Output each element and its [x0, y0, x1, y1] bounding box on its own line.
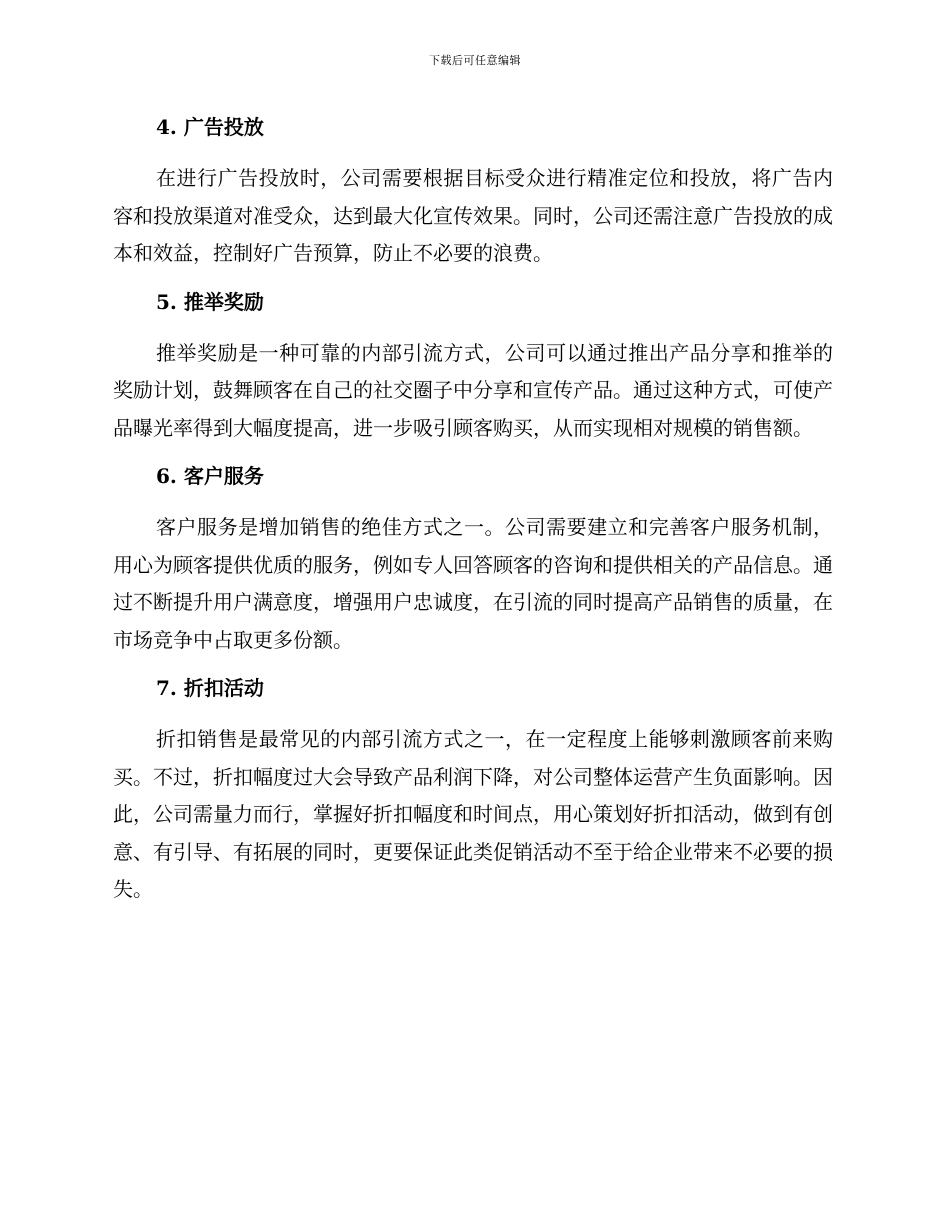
- section-paragraph: 在进行广告投放时，公司需要根据目标受众进行精准定位和投放，将广告内容和投放渠道对准受众，达到最大化宣传效果。同时，公司还需注意广告投放的成本和效益，控制好广告预算，防止不必要的浪费。: [113, 166, 833, 265]
- section-paragraph: 推举奖励是一种可靠的内部引流方式，公司可以通过推出产品分享和推举的奖励计划，鼓舞顾客在自己的社交圈子中分享和宣传产品。通过这种方式，可使产品曝光率得到大幅度提高，进一步吸引顾客购买，从而实现相对规模的销售额。: [113, 340, 833, 440]
- section-referral-reward: [113, 283, 833, 458]
- section-heading: 5. 推举奖励: [156, 289, 264, 314]
- section-paragraph: 客户服务是增加销售的绝佳方式之一。公司需要建立和完善客户服务机制，用心为顾客提供优质的服务，例如专人回答顾客的咨询和提供相关的产品信息。通过不断提升用户满意度，增强用户忠诚度，在引流的同时提高产品销售的质量，在市场竞争中占取更多份额。: [113, 515, 833, 652]
- section-heading: 7. 折扣活动: [156, 676, 264, 700]
- section-paragraph: 折扣销售是最常见的内部引流方式之一，在一定程度上能够刺激顾客前来购买。不过，折扣幅度过大会导致产品利润下降，对公司整体运营产生负面影响。因此，公司需量力而行，掌握好折扣幅度和时间点，用心策划好折扣活动，做到有创意、有引导、有拓展的同时，更要保证此类促销活动不至于给企业带来不必要的损失。: [113, 727, 833, 901]
- section-ad-placement: [113, 108, 833, 283]
- section-heading: 6. 客户服务: [156, 464, 264, 488]
- document-body: [113, 108, 833, 909]
- page-header: 下载后可任意编辑: [429, 54, 521, 67]
- section-customer-service: [113, 457, 833, 669]
- section-discount-activity: [113, 669, 833, 909]
- section-heading: 4. 广告投放: [156, 115, 264, 139]
